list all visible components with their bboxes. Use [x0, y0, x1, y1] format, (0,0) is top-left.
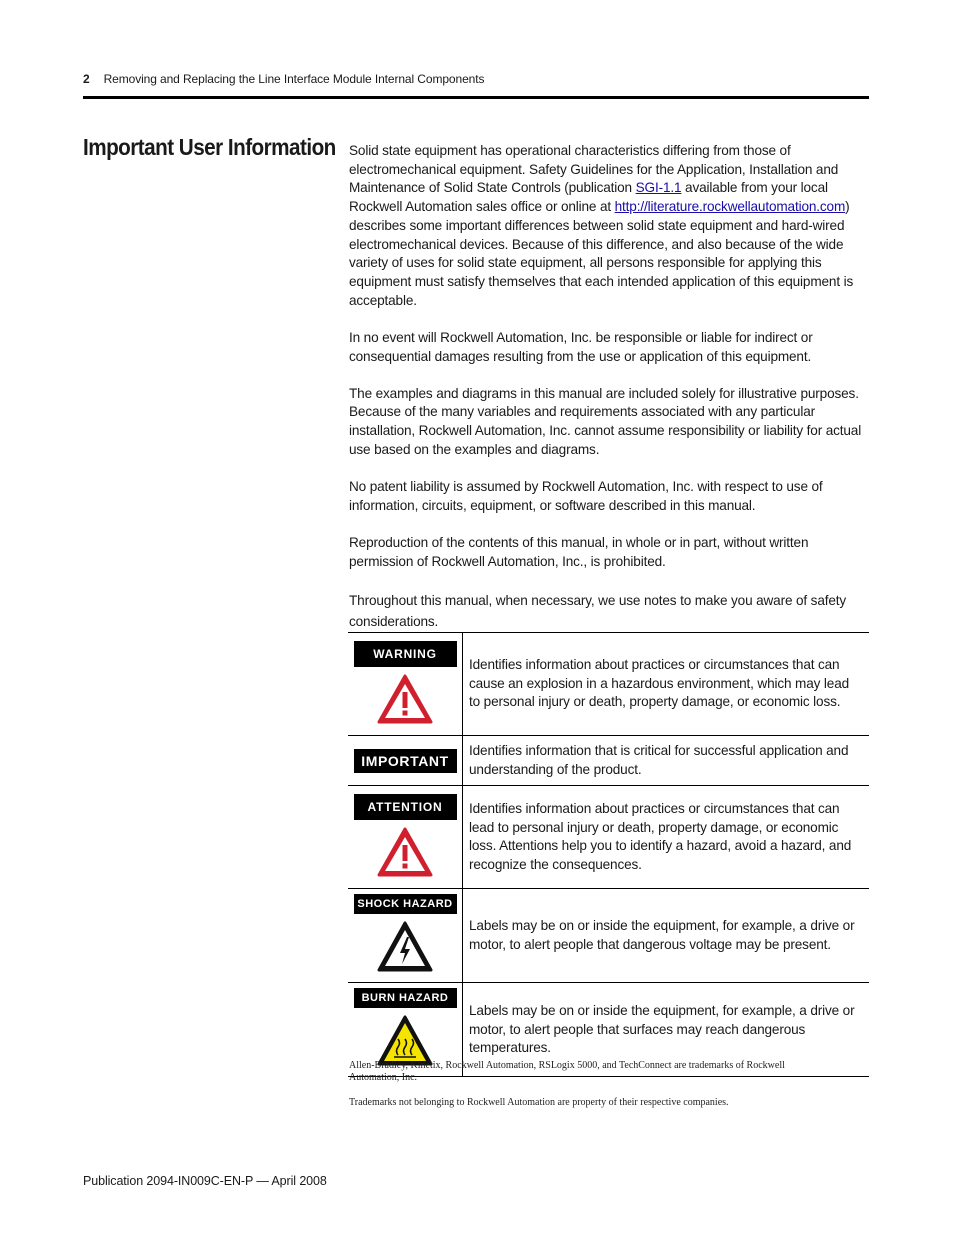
intro-paragraph-5: Reproduction of the contents of this manual, in whole or in part, without written permission of Rockwell Automation, Inc., is prohibited. [349, 534, 809, 569]
important-badge: IMPORTANT [354, 749, 457, 773]
burn-hazard-badge: BURN HAZARD [354, 988, 457, 1008]
notice-row-warning [348, 633, 869, 736]
notice-text-important: Identifies information that is critical for successful application and understanding of the product. [463, 736, 870, 786]
intro-paragraph-4: No patent liability is assumed by Rockwell Automation, Inc. with respect to use of information, circuits, equipment, or software described in this manual. [349, 479, 823, 513]
safety-notices-table [348, 632, 869, 1077]
notice-text-shock-hazard: Labels may be on or inside the equipment, for example, a drive or motor, to alert people that dangerous voltage may be present. [463, 889, 870, 983]
literature-website-link[interactable]: http://literature.rockwellautomation.com [614, 199, 846, 215]
section-title: Important User Information [83, 134, 336, 160]
notice-label-cell [348, 736, 463, 786]
intro-paragraph-1: Solid state equipment has operational characteristics differing from those of electromechanical equipment. Safety Guidelines for the Application, Installation and Maintenance of Solid State Controls (publication SGI-1.1 available from your local Rockwell Automation sales office or online at http://literature.rockwellautomation.com) describes some important differences between solid state equipment and hard-wired electromechanical devices. Because of this difference, and also because of the wide variety of uses for solid state equipment, all persons responsible for applying this equipment must satisfy themselves that each intended application of this equipment is acceptable. [349, 143, 854, 308]
notice-row-attention [348, 786, 869, 889]
running-header [83, 72, 869, 86]
page-number: 2 [83, 72, 90, 86]
lightning-triangle-icon [376, 920, 434, 974]
header-rule [83, 96, 869, 99]
notice-text-warning: Identifies information about practices or circumstances that can cause an explosion in a hazardous environment, which may lead to personal injury or death, property damage, or economic loss. [463, 633, 870, 736]
publication-footer: Publication 2094-IN009C-EN-P — April 2008 [83, 1174, 327, 1188]
intro-paragraph-3: The examples and diagrams in this manual are included solely for illustrative purposes. Because of the many variables and requirements associated with any particular installation, Rockwell Automation, Inc. cannot assume responsibility or liability for actual use based on the examples and diagrams. [349, 385, 862, 457]
trademark-notes [349, 1060, 819, 1122]
intro-paragraph-2: In no event will Rockwell Automation, Inc. be responsible or liable for indirect or consequential damages resulting from the use or application of this equipment. [349, 329, 813, 364]
notice-text-attention: Identifies information about practices or circumstances that can lead to personal injury or death, property damage, or economic loss. Attentions help you to identify a hazard, avoid a hazard, and recognize the consequences. [463, 786, 870, 889]
body-text [349, 142, 869, 650]
exclamation-triangle-icon [376, 826, 434, 878]
exclamation-triangle-icon [376, 673, 434, 725]
warning-badge: WARNING [354, 641, 457, 667]
notice-label-cell [348, 786, 463, 889]
trademark-line-2: Trademarks not belonging to Rockwell Automation are property of their respective companies. [349, 1097, 729, 1108]
notice-label-cell [348, 889, 463, 983]
attention-badge: ATTENTION [354, 794, 457, 820]
sgi-publication-link[interactable]: SGI-1.1 [635, 180, 682, 196]
intro-paragraph-6: Throughout this manual, when necessary, we use notes to make you aware of safety considerations. [349, 592, 847, 629]
trademark-line-1: Allen-Bradley, Kinetix, Rockwell Automation, RSLogix 5000, and TechConnect are trademarks of Rockwell Automation, Inc. [349, 1060, 785, 1083]
notice-text-burn-hazard: Labels may be on or inside the equipment, for example, a drive or motor, to alert people that surfaces may reach dangerous temperatures. [463, 983, 870, 1077]
shock-hazard-badge: SHOCK HAZARD [354, 894, 457, 914]
notice-row-important [348, 736, 869, 786]
running-title: Removing and Replacing the Line Interface Module Internal Components [103, 72, 485, 86]
notice-label-cell [348, 633, 463, 736]
notice-row-shock-hazard [348, 889, 869, 983]
